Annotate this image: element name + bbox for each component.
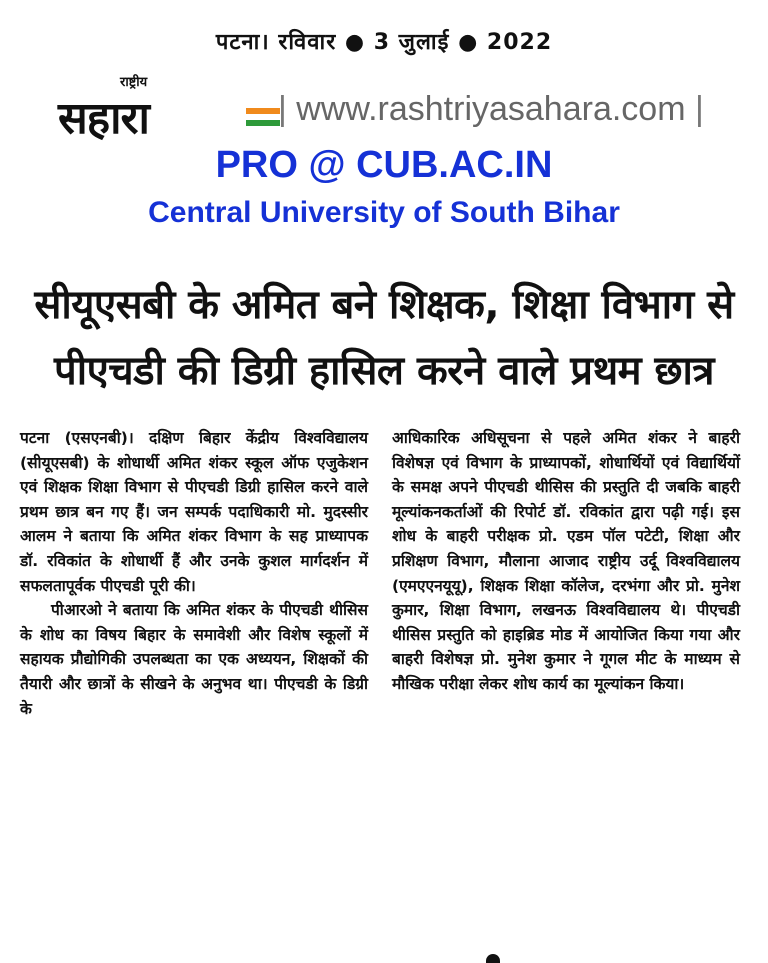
headline-line-2: पीएचडी की डिग्री हासिल करने वाले प्रथम छात्र (54, 348, 714, 394)
headline (10, 272, 758, 404)
contact-email: PRO @ CUB.AC.IN (215, 144, 553, 186)
article-paragraph: आधिकारिक अधिसूचना से पहले अमित शंकर ने बाहरी विशेषज्ञ एवं विभाग के प्राध्यापकों, शोधार्थियों एवं विद्यार्थियों के समक्ष अपने पीएचडी थीसिस की प्रस्तुति दी जबकि बाहरी मूल्यांकनकर्ताओं की रिपोर्ट डॉ. रविकांत द्वारा पढ़ी गई। इस शोध के बाहरी परीक्षक प्रो. एडम पॉल पटेटी, शिक्षा और प्रशिक्षण विभाग, मौलाना आजाद राष्ट्रीय उर्दू विश्वविद्यालय (एमएएनयूयू), शिक्षक शिक्षा कॉलेज, दरभंगा और प्रो. मुनेश कुमार, शिक्षा विभाग, लखनऊ विश्वविद्यालय थे। पीएचडी थीसिस प्रस्तुति को हाइब्रिड मोड में आयोजित किया गया और बाहरी विशेषज्ञ प्रो. मुनेश कुमार ने गूगल मीट के माध्यम से मौखिक परीक्षा लेकर शोध कार्य का मूल्यांकन किया। (392, 429, 740, 693)
article-column-left (20, 426, 368, 721)
institution-name: Central University of South Bihar (148, 196, 620, 229)
website-url-text: www.rashtriyasahara.com (296, 90, 686, 128)
page-mark-icon (486, 954, 500, 963)
article-column-right (392, 426, 740, 697)
article-paragraph: पीआरओ ने बताया कि अमित शंकर के पीएचडी थीसिस के शोध का विषय बिहार के समावेशी और विशेष स्कूलों में सहायक प्रौद्योगिकी उपलब्धता का एक अध्ययन, शिक्षकों की तैयारी और छात्रों के सीखने के अनुभव था। पीएचडी के डिग्री के (20, 601, 368, 718)
tricolor-flag-icon (246, 108, 280, 126)
masthead (50, 72, 750, 144)
dateline: पटना। रविवार ● 3 जुलाई ● 2022 (215, 30, 553, 55)
headline-line-1: सीयूएसबी के अमित बने शिक्षक, शिक्षा विभाग से (34, 282, 734, 328)
newspaper-logo: सहारा (58, 93, 149, 144)
website-url: | www.rashtriyasahara.com | (278, 90, 704, 128)
logo-tagline: राष्ट्रीय (120, 75, 148, 90)
article-paragraph: पटना (एसएनबी)। दक्षिण बिहार केंद्रीय विश्वविद्यालय (सीयूएसबी) के शोधार्थी अमित शंकर स्कूल ऑफ एजुकेशन एवं शिक्षक शिक्षा विभाग से पीएचडी डिग्री हासिल करने वाले प्रथम छात्र बन गए हैं। जन सम्पर्क पदाधिकारी मो. मुदस्सीर आलम ने बताया कि अमित शंकर विभाग के सह प्राध्यापक डॉ. रविकांत के शोधार्थी हैं और उनके कुशल मार्गदर्शन में सफलतापूर्वक पीएचडी पूरी की। (20, 429, 368, 595)
